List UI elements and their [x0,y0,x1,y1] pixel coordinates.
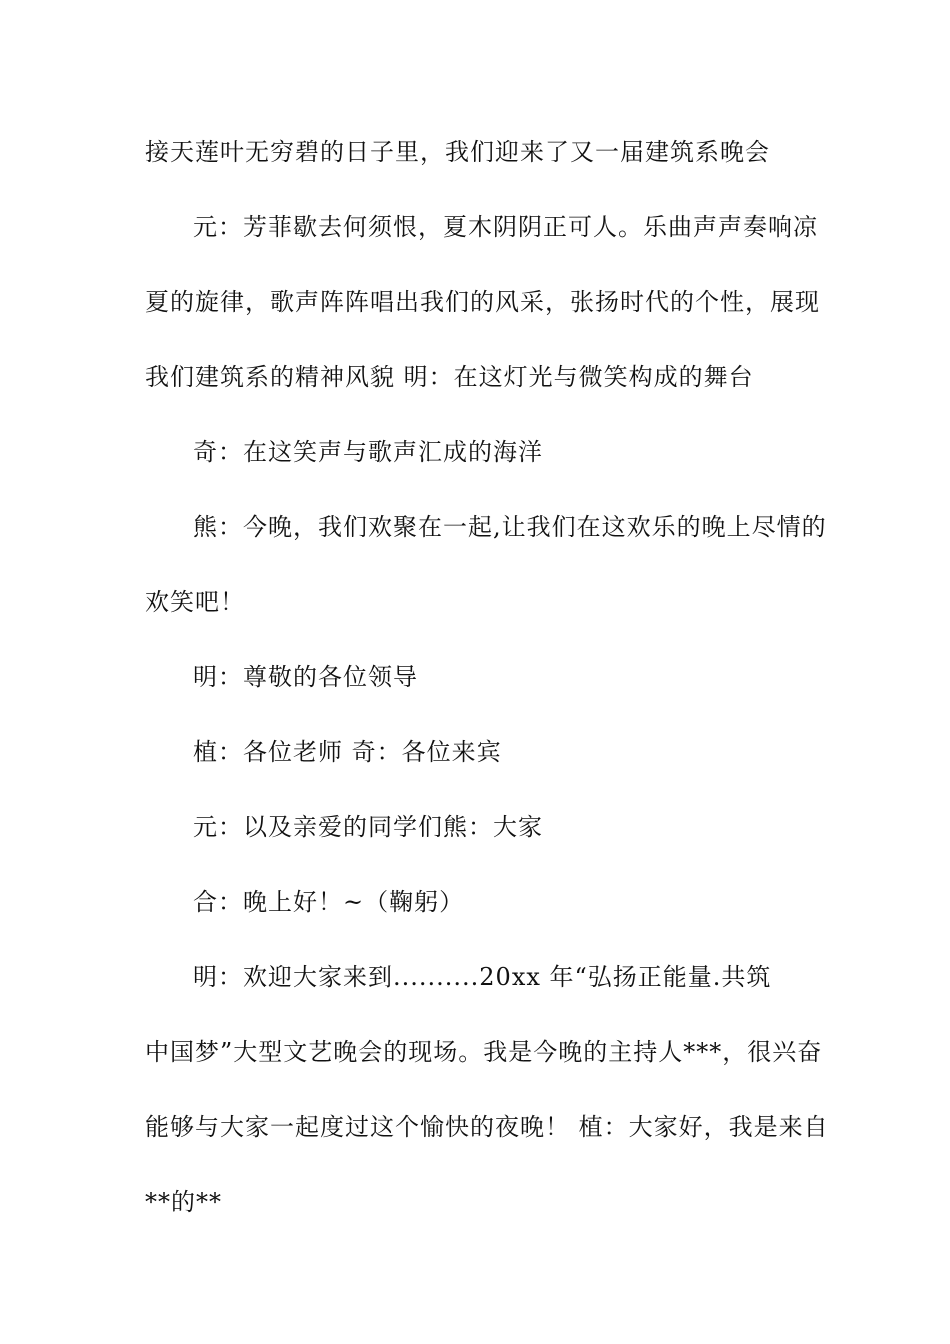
text-line-10: 元：以及亲爱的同学们熊：大家 [193,813,543,841]
text-line-13: 中国梦”大型文艺晚会的现场。我是今晚的主持人***，很兴奋 [145,1038,823,1066]
text-line-5: 奇：在这笑声与歌声汇成的海洋 [193,438,543,466]
text-line-12: 明：欢迎大家来到..........20xx 年“弘扬正能量.共筑 [193,963,772,991]
text-line-3: 夏的旋律，歌声阵阵唱出我们的风采，张扬时代的个性，展现 [145,288,820,316]
text-line-6: 熊：今晚，我们欢聚在一起,让我们在这欢乐的晚上尽情的 [193,513,827,541]
text-line-8: 明：尊敬的各位领导 [193,663,418,691]
text-line-7: 欢笑吧！ [145,588,245,616]
text-line-14: 能够与大家一起度过这个愉快的夜晚！ 植：大家好，我是来自 [145,1113,829,1141]
text-line-15: **的** [145,1188,222,1216]
text-line-9: 植：各位老师 奇：各位来宾 [193,738,502,766]
text-line-2: 元：芳菲歇去何须恨，夏木阴阴正可人。乐曲声声奏响凉 [193,213,818,241]
text-line-11: 合：晚上好！~（鞠躬） [193,888,465,916]
text-line-1: 接天莲叶无穷碧的日子里，我们迎来了又一届建筑系晚会 [145,138,770,166]
text-line-4: 我们建筑系的精神风貌 明：在这灯光与微笑构成的舞台 [145,363,754,391]
document-body [145,128,829,1253]
